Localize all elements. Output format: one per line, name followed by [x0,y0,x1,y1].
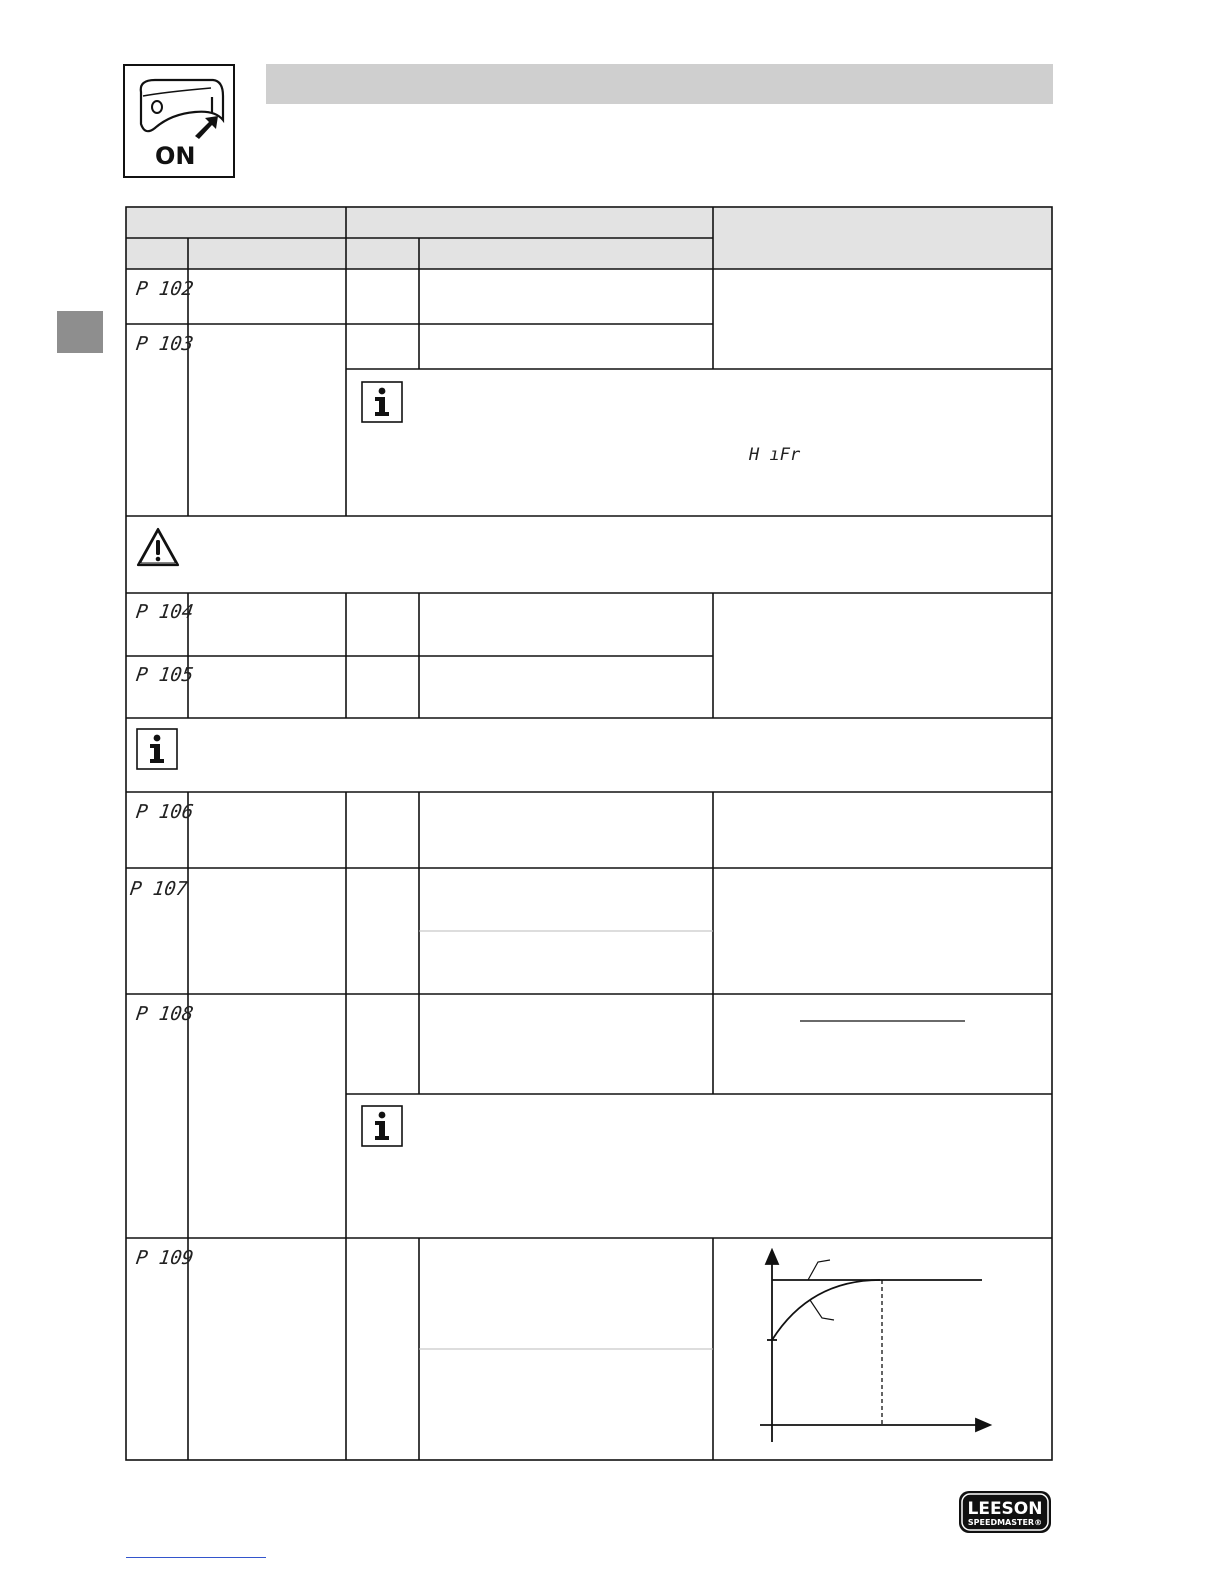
warning-icon [136,526,180,568]
footer-link-underline [126,1557,266,1558]
param-code-p108: P 108 [134,1003,195,1025]
leeson-speedmaster-logo [958,1490,1052,1534]
param-code-p105: P 105 [134,664,195,686]
info-icon [361,1105,403,1147]
param-code-p109: P 109 [134,1247,195,1269]
logo-line2: SPEEDMASTER® [967,1518,1043,1527]
param-code-p103: P 103 [134,333,195,355]
info-icon [361,381,403,423]
param-code-p106: P 106 [134,801,195,823]
p103-display-code: H ıFr [749,445,801,465]
boost-curve-graph-icon [750,1248,995,1444]
param-code-p107: P 107 [128,878,189,900]
info-icon [136,728,178,770]
param-code-p104: P 104 [134,601,195,623]
on-label: ON [155,142,196,170]
param-code-p102: P 102 [134,278,195,300]
logo-line1: LEESON [967,1499,1043,1519]
